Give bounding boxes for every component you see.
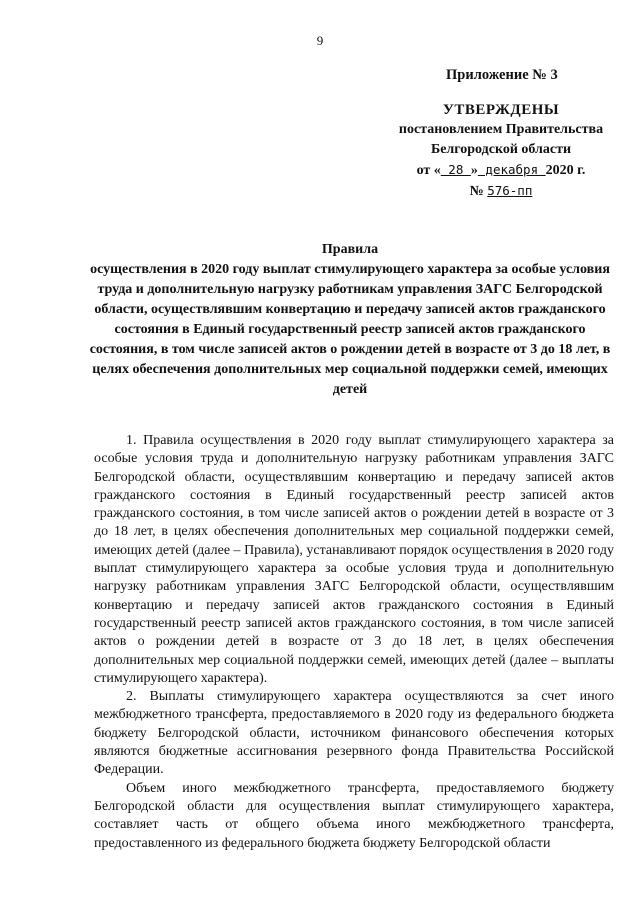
page-number: 9 [316, 33, 324, 48]
date-mid: » [470, 163, 478, 178]
approval-line-2: Белгородской области [430, 142, 572, 157]
paragraph-3: Объем иного межбюджетного трансферта, предоставляемого бюджету Белгородской области для осуществления выплат стимулирующего характера, составляет часть от общего объема иного межбюджетного трансферта, предоставленного из федерального бюджета бюджету Белгородской области [94, 780, 614, 851]
number-value: 576-пп [487, 183, 533, 198]
document-body [94, 432, 614, 853]
rules-subtitle: осуществления в 2020 году выплат стимулирующего характера за особые условия труда и дополнительную нагрузку работникам управления ЗАГС Белгородской области, осуществлявшим конвертацию и передачу записей актов гражданского состояния в Единый государственный реестр записей актов гражданского состояния, в том числе записей актов о рождении детей в возрасте от 3 до 18 лет, в целях обеспечения дополнительных мер социальной поддержки семей, имеющих детей [89, 262, 611, 397]
rules-heading [86, 240, 614, 400]
approval-date [386, 160, 616, 181]
date-year: 2020 г. [545, 163, 586, 178]
approval-line-1: постановлением Правительства [398, 122, 604, 137]
date-prefix: от « [416, 163, 441, 178]
number-prefix: № [469, 184, 484, 199]
appendix-label: Приложение № 3 [446, 67, 558, 83]
approval-number [386, 181, 616, 202]
approval-title: УТВЕРЖДЕНЫ [442, 102, 560, 118]
approval-block [386, 100, 616, 202]
date-day: 28 [440, 162, 471, 177]
paragraph-1: 1. Правила осуществления в 2020 году выплат стимулирующего характера за особые условия труда и дополнительную нагрузку работникам управления ЗАГС Белгородской области, осуществлявшим конвертацию и передачу записей актов гражданского состояния в Единый государственный реестр записей актов гражданского состояния, в том числе записей актов о рождении детей в возрасте от 3 до 18 лет, в целях обеспечения дополнительных мер социальной поддержки семей, имеющих детей (далее – Правила), устанавливают порядок осуществления в 2020 году выплат стимулирующего характера за особые условия труда и дополнительную нагрузку работникам управления ЗАГС Белгородской области, осуществлявшим конвертацию и передачу записей актов гражданского состояния в Единый государственный реестр записей актов гражданского состояния, в том числе записей актов о рождении детей в возрасте от 3 до 18 лет, в целях обеспечения дополнительных мер социальной поддержки семей, имеющих детей (далее – выплаты стимулирующего характера). [94, 433, 614, 686]
paragraph-2: 2. Выплаты стимулирующего характера осуществляются за счет иного межбюджетного трансферта, предоставляемого в 2020 году из федерального бюджета бюджету Белгородской области, источником финансового обеспечения которых являются бюджетные ассигнования резервного фонда Правительства Российской Федерации. [94, 689, 614, 778]
date-month: декабря [477, 162, 546, 177]
rules-title: Правила [321, 242, 379, 257]
